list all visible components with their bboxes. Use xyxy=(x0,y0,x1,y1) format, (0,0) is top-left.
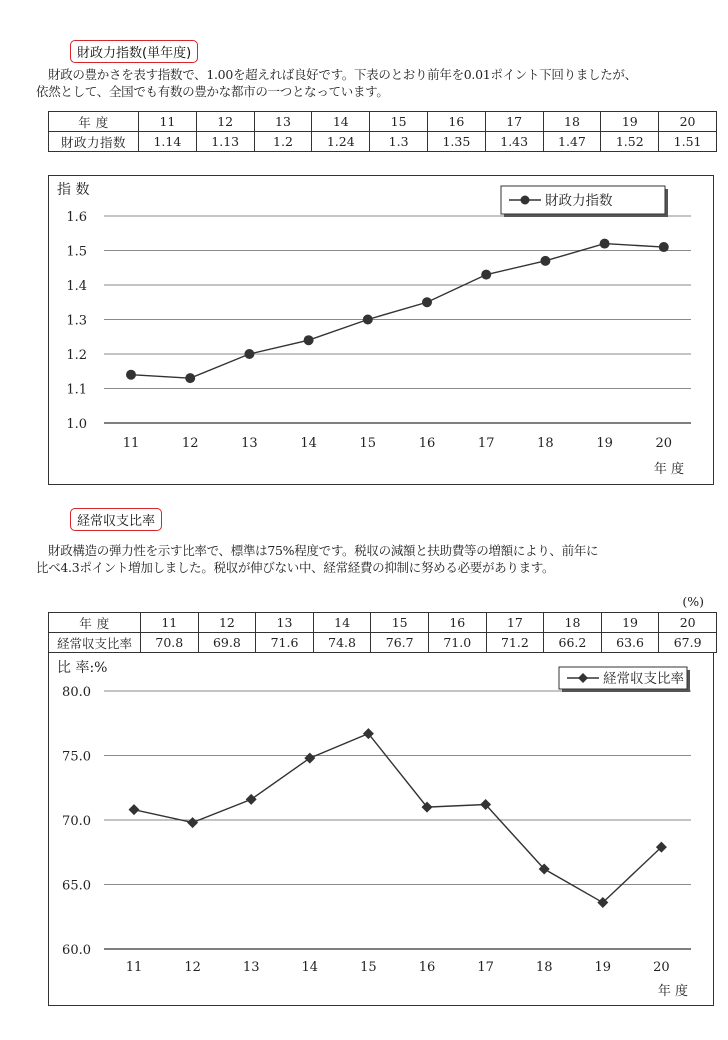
x-tick-label: 16 xyxy=(418,436,436,451)
percent-unit-label: (%) xyxy=(682,594,704,609)
table-value-cell: 70.8 xyxy=(141,633,199,653)
x-tick-label: 15 xyxy=(359,436,377,451)
table-year-cell: 11 xyxy=(139,112,197,132)
table-value-cell: 1.35 xyxy=(427,132,485,152)
fiscal-index-table xyxy=(48,111,717,152)
table-value-cell: 66.2 xyxy=(544,633,602,653)
table-value-cell: 71.6 xyxy=(256,633,314,653)
y-axis-label: 比 率:% xyxy=(57,660,108,676)
x-tick-label: 20 xyxy=(655,436,673,451)
table-year-cell: 15 xyxy=(370,112,428,132)
fiscal-index-chart-frame xyxy=(48,175,714,485)
y-axis-label: 指 数 xyxy=(57,182,90,198)
table-value-cell: 71.2 xyxy=(486,633,544,653)
table-value-cell: 1.51 xyxy=(659,132,717,152)
y-tick-label: 1.1 xyxy=(66,382,87,398)
section2-paragraph-line1: 財政構造の弾力性を示す比率で、標準は75%程度です。税収の減額と扶助費等の増額により、前年に xyxy=(48,543,599,558)
table-value-cell: 1.3 xyxy=(370,132,428,152)
x-tick-label: 16 xyxy=(418,960,436,975)
data-point xyxy=(363,315,373,325)
table-year-cell: 12 xyxy=(198,613,256,633)
section2-heading: 経常収支比率 xyxy=(70,508,162,531)
series-line xyxy=(131,244,664,379)
section1-paragraph xyxy=(36,66,706,100)
table-value-row xyxy=(49,132,717,152)
table-year-cell: 15 xyxy=(371,613,429,633)
table-year-cell: 13 xyxy=(256,613,314,633)
x-tick-label: 19 xyxy=(596,436,613,451)
table-value-cell: 63.6 xyxy=(601,633,659,653)
table-year-cell: 17 xyxy=(485,112,543,132)
table-year-cell: 16 xyxy=(427,112,485,132)
y-tick-label: 1.0 xyxy=(66,417,87,432)
legend-label: 財政力指数 xyxy=(545,193,613,209)
x-tick-label: 11 xyxy=(125,960,143,975)
y-tick-label: 1.4 xyxy=(66,279,87,294)
x-tick-label: 11 xyxy=(122,436,140,451)
y-tick-label: 70.0 xyxy=(62,814,91,829)
fiscal-index-chart xyxy=(49,176,713,484)
x-tick-label: 18 xyxy=(535,960,553,975)
table-year-cell: 19 xyxy=(601,112,659,132)
x-tick-label: 12 xyxy=(181,436,199,451)
table-year-cell: 14 xyxy=(313,613,371,633)
y-tick-label: 80.0 xyxy=(62,685,91,700)
x-tick-label: 17 xyxy=(477,436,495,451)
table-value-cell: 1.43 xyxy=(485,132,543,152)
table-value-cell: 1.13 xyxy=(196,132,254,152)
table-value-cell: 1.47 xyxy=(543,132,601,152)
table-year-cell: 20 xyxy=(659,112,717,132)
table-year-cell: 14 xyxy=(312,112,370,132)
table-year-cell: 18 xyxy=(544,613,602,633)
y-tick-label: 1.6 xyxy=(66,210,87,225)
data-point xyxy=(304,335,314,345)
section1-paragraph-line2: 依然として、全国でも有数の豊かな都市の一つとなっています。 xyxy=(36,84,389,99)
table-value-cell: 1.52 xyxy=(601,132,659,152)
section2-paragraph-line2: 比べ4.3ポイント増加しました。税収が伸びない中、経常経費の抑制に努める必要があります。 xyxy=(36,560,555,575)
table-year-cell: 12 xyxy=(196,112,254,132)
y-tick-label: 1.2 xyxy=(66,348,87,363)
x-tick-label: 20 xyxy=(653,960,670,975)
current-balance-ratio-chart xyxy=(49,653,713,1005)
x-tick-label: 12 xyxy=(184,960,201,975)
x-tick-label: 14 xyxy=(300,436,317,451)
x-tick-label: 17 xyxy=(477,960,494,975)
chart-legend xyxy=(559,667,690,692)
data-point xyxy=(600,239,610,249)
data-point xyxy=(126,370,136,380)
data-point xyxy=(129,804,140,815)
table-value-cell: 67.9 xyxy=(659,633,717,653)
y-tick-label: 1.3 xyxy=(66,313,87,329)
legend-label: 経常収支比率 xyxy=(603,671,684,687)
data-point xyxy=(187,817,198,828)
table-value-cell: 74.8 xyxy=(313,633,371,653)
table-value-cell: 76.7 xyxy=(371,633,429,653)
table-value-cell: 1.24 xyxy=(312,132,370,152)
data-point xyxy=(659,242,669,252)
table-year-cell: 16 xyxy=(428,613,486,633)
y-tick-label: 65.0 xyxy=(62,878,91,894)
table-value-row xyxy=(49,633,717,653)
x-tick-label: 13 xyxy=(242,960,260,975)
x-tick-label: 13 xyxy=(241,436,258,451)
y-tick-label: 75.0 xyxy=(62,749,91,765)
data-point xyxy=(540,256,550,266)
table-header-label: 年 度 xyxy=(49,112,139,132)
table-header-label: 年 度 xyxy=(49,613,141,633)
table-header-row xyxy=(49,112,717,132)
table-year-cell: 11 xyxy=(141,613,199,633)
table-year-cell: 17 xyxy=(486,613,544,633)
table-value-cell: 71.0 xyxy=(428,633,486,653)
data-point xyxy=(304,753,315,764)
y-tick-label: 60.0 xyxy=(62,943,91,958)
current-balance-ratio-chart-frame xyxy=(48,652,714,1006)
y-tick-label: 1.5 xyxy=(66,244,87,260)
table-value-cell: 1.2 xyxy=(254,132,312,152)
section1-paragraph-line1: 財政の豊かさを表す指数で、1.00を超えれば良好です。下表のとおり前年を0.01ポイント下回りましたが、 xyxy=(48,67,637,82)
x-axis-label: 年 度 xyxy=(657,984,689,999)
chart-legend xyxy=(501,186,668,217)
table-value-cell: 1.14 xyxy=(139,132,197,152)
x-tick-label: 18 xyxy=(537,436,554,451)
table-year-cell: 13 xyxy=(254,112,312,132)
data-point xyxy=(246,794,257,805)
section1-heading: 財政力指数(単年度) xyxy=(70,40,198,63)
table-header-row xyxy=(49,613,717,633)
x-tick-label: 19 xyxy=(594,960,612,975)
table-value-cell: 69.8 xyxy=(198,633,256,653)
section2-paragraph xyxy=(36,542,706,576)
table-year-cell: 20 xyxy=(659,613,717,633)
current-balance-ratio-table xyxy=(48,612,717,653)
table-row-label: 財政力指数 xyxy=(49,132,139,152)
x-tick-label: 15 xyxy=(360,960,377,975)
data-point xyxy=(244,349,254,359)
table-year-cell: 19 xyxy=(601,613,659,633)
legend-marker xyxy=(521,196,530,205)
data-point xyxy=(481,270,491,280)
data-point xyxy=(185,373,195,383)
table-row-label: 経常収支比率 xyxy=(49,633,141,653)
series-line xyxy=(134,734,661,903)
data-point xyxy=(422,297,432,307)
table-year-cell: 18 xyxy=(543,112,601,132)
x-tick-label: 14 xyxy=(301,960,319,975)
x-axis-label: 年 度 xyxy=(653,462,685,477)
